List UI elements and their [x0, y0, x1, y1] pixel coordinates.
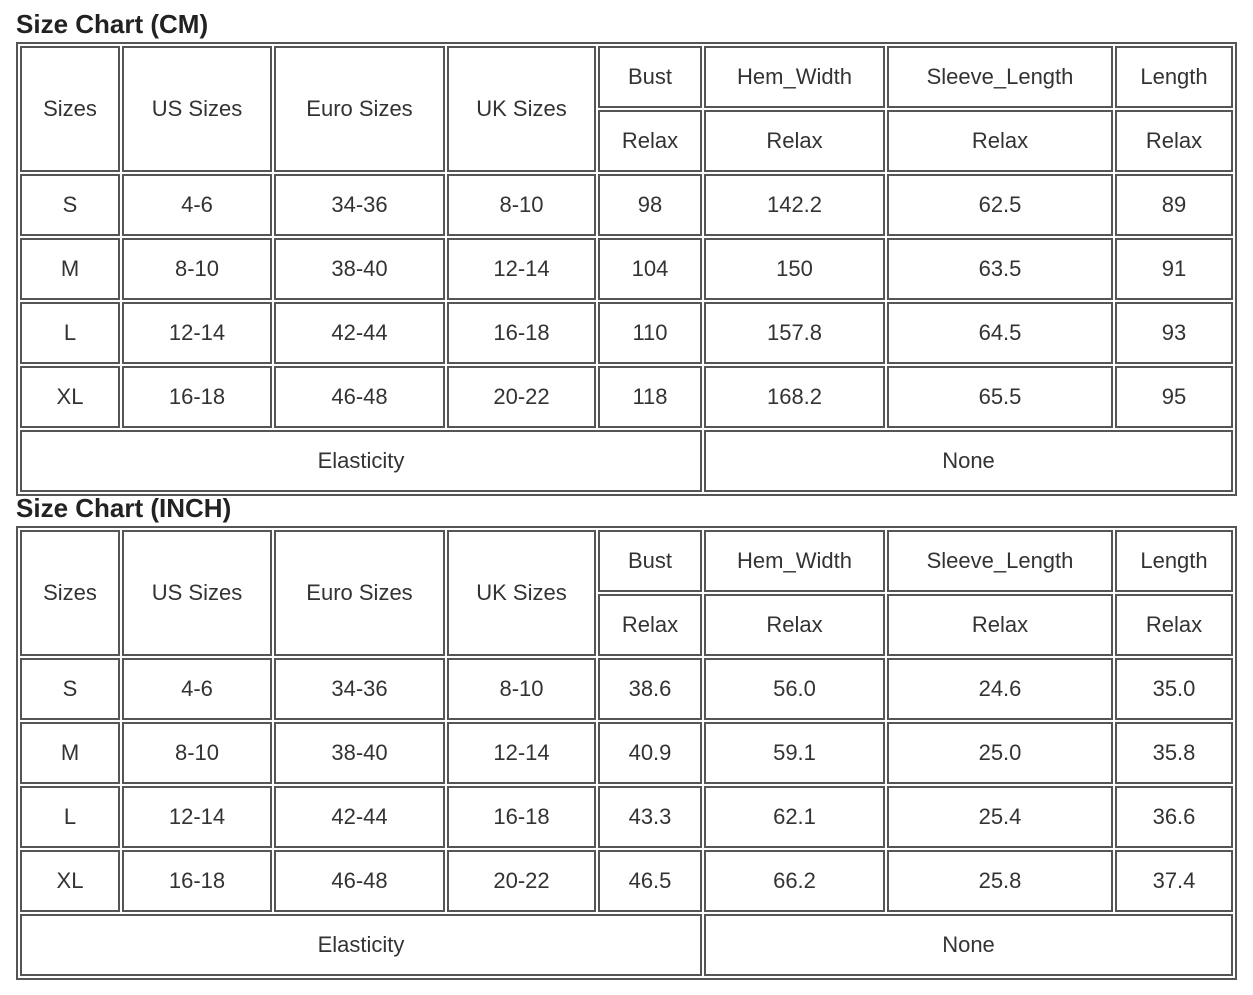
- cell-us-size: 16-18: [122, 850, 272, 912]
- cell-us-size: 12-14: [122, 302, 272, 364]
- header-hem-width: Hem_Width: [704, 530, 885, 592]
- table-row: [20, 366, 1233, 428]
- subheader-relax: Relax: [887, 594, 1113, 656]
- cell-us-size: 12-14: [122, 786, 272, 848]
- cell-euro-size: 34-36: [274, 174, 445, 236]
- cell-bust: 104: [598, 238, 702, 300]
- cell-us-size: 4-6: [122, 174, 272, 236]
- elasticity-row: [20, 914, 1233, 976]
- cell-uk-size: 20-22: [447, 366, 596, 428]
- header-euro-sizes: Euro Sizes: [274, 46, 445, 172]
- header-length: Length: [1115, 530, 1233, 592]
- cell-sleeve-length: 24.6: [887, 658, 1113, 720]
- size-chart-cm-table: [16, 42, 1237, 496]
- header-length: Length: [1115, 46, 1233, 108]
- header-row: [20, 530, 1233, 592]
- cell-sleeve-length: 65.5: [887, 366, 1113, 428]
- cell-us-size: 16-18: [122, 366, 272, 428]
- subheader-relax: Relax: [704, 594, 885, 656]
- subheader-relax: Relax: [887, 110, 1113, 172]
- cell-bust: 118: [598, 366, 702, 428]
- cell-uk-size: 8-10: [447, 174, 596, 236]
- table-row: [20, 786, 1233, 848]
- cell-uk-size: 16-18: [447, 302, 596, 364]
- cell-hem-width: 62.1: [704, 786, 885, 848]
- header-us-sizes: US Sizes: [122, 530, 272, 656]
- table-row: [20, 658, 1233, 720]
- cell-size: L: [20, 786, 120, 848]
- header-uk-sizes: UK Sizes: [447, 46, 596, 172]
- cell-us-size: 8-10: [122, 722, 272, 784]
- cell-sleeve-length: 25.4: [887, 786, 1113, 848]
- cell-bust: 46.5: [598, 850, 702, 912]
- cell-hem-width: 59.1: [704, 722, 885, 784]
- cell-size: L: [20, 302, 120, 364]
- cell-euro-size: 38-40: [274, 238, 445, 300]
- cell-bust: 98: [598, 174, 702, 236]
- table-row: [20, 850, 1233, 912]
- header-us-sizes: US Sizes: [122, 46, 272, 172]
- cell-hem-width: 157.8: [704, 302, 885, 364]
- cell-length: 35.0: [1115, 658, 1233, 720]
- cell-euro-size: 46-48: [274, 366, 445, 428]
- cell-euro-size: 38-40: [274, 722, 445, 784]
- cell-hem-width: 66.2: [704, 850, 885, 912]
- header-uk-sizes: UK Sizes: [447, 530, 596, 656]
- elasticity-row: [20, 430, 1233, 492]
- cell-length: 37.4: [1115, 850, 1233, 912]
- cell-uk-size: 8-10: [447, 658, 596, 720]
- elasticity-label: Elasticity: [20, 430, 702, 492]
- cell-euro-size: 46-48: [274, 850, 445, 912]
- cell-us-size: 8-10: [122, 238, 272, 300]
- cell-bust: 43.3: [598, 786, 702, 848]
- subheader-relax: Relax: [1115, 110, 1233, 172]
- header-sizes: Sizes: [20, 46, 120, 172]
- header-bust: Bust: [598, 530, 702, 592]
- elasticity-value: None: [704, 914, 1233, 976]
- cell-hem-width: 168.2: [704, 366, 885, 428]
- cell-hem-width: 150: [704, 238, 885, 300]
- cell-length: 35.8: [1115, 722, 1233, 784]
- cell-sleeve-length: 25.8: [887, 850, 1113, 912]
- cell-length: 91: [1115, 238, 1233, 300]
- size-chart-inch-title: Size Chart (INCH): [16, 493, 232, 523]
- elasticity-label: Elasticity: [20, 914, 702, 976]
- cell-size: S: [20, 658, 120, 720]
- cell-us-size: 4-6: [122, 658, 272, 720]
- cell-length: 89: [1115, 174, 1233, 236]
- table-row: [20, 302, 1233, 364]
- cell-size: XL: [20, 366, 120, 428]
- cell-uk-size: 12-14: [447, 722, 596, 784]
- cell-euro-size: 42-44: [274, 786, 445, 848]
- cell-size: S: [20, 174, 120, 236]
- cell-uk-size: 12-14: [447, 238, 596, 300]
- cell-hem-width: 56.0: [704, 658, 885, 720]
- size-chart-inch-table: [16, 526, 1237, 980]
- cell-length: 36.6: [1115, 786, 1233, 848]
- table-row: [20, 238, 1233, 300]
- cell-bust: 110: [598, 302, 702, 364]
- table-row: [20, 722, 1233, 784]
- cell-sleeve-length: 62.5: [887, 174, 1113, 236]
- cell-uk-size: 16-18: [447, 786, 596, 848]
- cell-euro-size: 42-44: [274, 302, 445, 364]
- cell-length: 95: [1115, 366, 1233, 428]
- table-row: [20, 174, 1233, 236]
- header-hem-width: Hem_Width: [704, 46, 885, 108]
- cell-sleeve-length: 64.5: [887, 302, 1113, 364]
- elasticity-value: None: [704, 430, 1233, 492]
- header-sleeve-length: Sleeve_Length: [887, 530, 1113, 592]
- subheader-relax: Relax: [598, 594, 702, 656]
- cell-size: M: [20, 238, 120, 300]
- cell-bust: 38.6: [598, 658, 702, 720]
- header-euro-sizes: Euro Sizes: [274, 530, 445, 656]
- cell-hem-width: 142.2: [704, 174, 885, 236]
- size-chart-cm-title: Size Chart (CM): [16, 9, 209, 39]
- header-sizes: Sizes: [20, 530, 120, 656]
- cell-bust: 40.9: [598, 722, 702, 784]
- cell-sleeve-length: 25.0: [887, 722, 1113, 784]
- cell-size: XL: [20, 850, 120, 912]
- cell-sleeve-length: 63.5: [887, 238, 1113, 300]
- header-row: [20, 46, 1233, 108]
- header-sleeve-length: Sleeve_Length: [887, 46, 1113, 108]
- subheader-relax: Relax: [598, 110, 702, 172]
- cell-size: M: [20, 722, 120, 784]
- header-bust: Bust: [598, 46, 702, 108]
- cell-euro-size: 34-36: [274, 658, 445, 720]
- subheader-relax: Relax: [1115, 594, 1233, 656]
- cell-length: 93: [1115, 302, 1233, 364]
- cell-uk-size: 20-22: [447, 850, 596, 912]
- subheader-relax: Relax: [704, 110, 885, 172]
